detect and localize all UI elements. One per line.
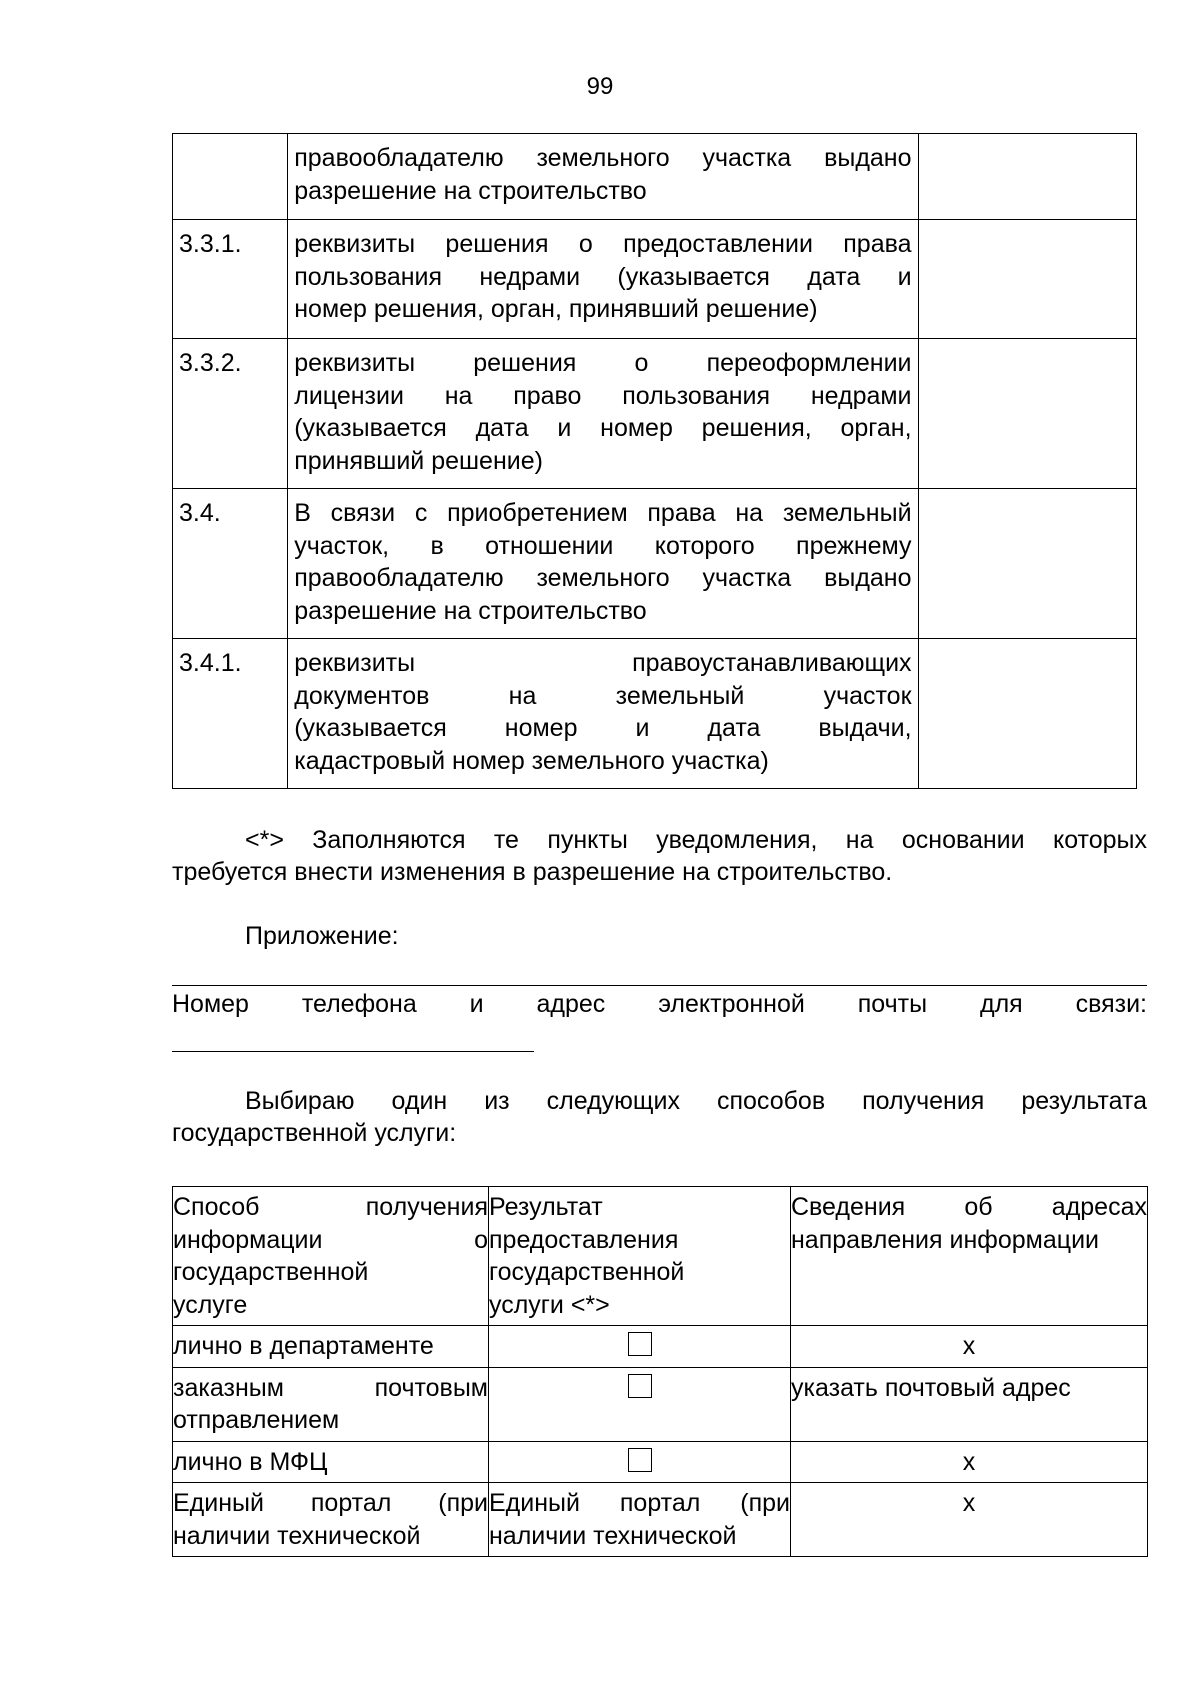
address-info: х [791,1441,1148,1483]
method-table-header [173,1187,1148,1326]
result-cell-line: Единый портал (при [489,1489,790,1517]
attachment-label [172,920,1147,952]
item-number: 3.4.1. [173,639,288,789]
result-checkbox[interactable] [628,1374,652,1398]
item-description-line: разрешение на строительство [294,596,647,625]
item-description-line: реквизиты решения о переоформлении [294,349,912,377]
header-result-line: Результат [489,1193,603,1221]
items-table-row [173,489,1137,639]
contact-label [172,988,1147,1020]
footnote-line-2: требуется внести изменения в разрешение на строительство. [172,858,893,886]
item-description [288,339,918,489]
header-method-line: Способ получения [173,1193,488,1221]
footnote [172,824,1147,888]
header-method-line: государственной [173,1258,369,1286]
item-description [288,134,918,220]
method-name-line: лично в департаменте [173,1332,434,1360]
method-name [173,1483,489,1557]
footnote-line-1: <*> Заполняются те пункты уведомления, на основании которых [245,826,1147,854]
result-cell [489,1367,791,1441]
item-number: 3.3.1. [173,220,288,339]
attachment-label-text: Приложение: [245,922,399,950]
item-description [288,220,918,339]
header-method [173,1187,489,1326]
method-row [173,1483,1148,1557]
header-result [489,1187,791,1326]
result-checkbox[interactable] [628,1448,652,1472]
item-description-line: правообладателю земельного участка выдано [294,144,912,172]
item-description-line: реквизиты решения о предоставлении права [294,230,912,258]
item-number: 3.3.2. [173,339,288,489]
contact-rule [172,1051,534,1052]
item-description-line: принявший решение) [294,446,543,475]
item-value-cell[interactable] [918,489,1136,639]
header-address-info [791,1187,1148,1326]
item-value-cell[interactable] [918,339,1136,489]
items-table-row [173,639,1137,789]
choice-intro [172,1085,1147,1149]
items-table-row [173,134,1137,220]
result-cell [489,1483,791,1557]
method-row [173,1367,1148,1441]
result-cell [489,1441,791,1483]
item-description-line: участок, в отношении которого прежнему [294,531,912,560]
method-name-line: лично в МФЦ [173,1447,328,1476]
item-description-line: разрешение на строительство [294,176,647,205]
item-description-line: кадастровый номер земельного участка) [294,746,769,775]
item-description-line: правообладателю земельного участка выдано [294,564,912,592]
items-table [172,133,1137,789]
result-checkbox[interactable] [628,1332,652,1356]
method-name [173,1326,489,1368]
item-description [288,489,918,639]
method-row [173,1326,1148,1368]
item-description-line: реквизиты правоустанавливающих [294,649,912,677]
page-number: 99 [586,73,614,100]
address-info: х [791,1483,1148,1557]
item-description-line: лицензии на право пользования недрами [294,381,912,410]
item-description-line: документов на земельный участок [294,681,912,710]
item-description-line: (указывается дата и номер решения, орган, [294,414,912,442]
method-name-line: отправлением [173,1406,340,1434]
method-name-line: наличии технической [173,1521,421,1550]
method-name-line: заказным почтовым [173,1373,488,1402]
method-row [173,1441,1148,1483]
item-description-line: номер решения, орган, принявший решение) [294,295,818,323]
method-table [172,1186,1148,1557]
items-table-row [173,220,1137,339]
result-cell [489,1326,791,1368]
method-name [173,1367,489,1441]
address-info: х [791,1326,1148,1368]
item-number [173,134,288,220]
contact-label-text: Номер телефона и адрес электронной почты для связи: [172,990,1147,1018]
item-number: 3.4. [173,489,288,639]
item-value-cell[interactable] [918,220,1136,339]
choice-intro-line-2: государственной услуги: [172,1119,457,1147]
header-result-line: государственной [489,1258,685,1286]
method-name-line: Единый портал (при [173,1489,488,1517]
header-result-line: предоставления [489,1225,679,1254]
header-address-info-line: направления информации [791,1225,1099,1254]
attachment-rule [172,985,1147,986]
item-description-line: пользования недрами (указывается дата и [294,262,912,291]
item-description-line: В связи с приобретением права на земельный [294,499,912,527]
header-address-info-line: Сведения об адресах [791,1193,1147,1221]
item-description-line: (указывается номер и дата выдачи, [294,714,912,742]
header-result-line: услуги <*> [489,1290,610,1319]
address-info: указать почтовый адрес [791,1367,1148,1441]
header-method-line: информации о [173,1225,488,1254]
item-value-cell[interactable] [918,639,1136,789]
item-value-cell[interactable] [918,134,1136,220]
result-cell-line: наличии технической [489,1521,737,1550]
choice-intro-line-1: Выбираю один из следующих способов получения результата [245,1087,1147,1115]
method-name [173,1441,489,1483]
header-method-line: услуге [173,1290,248,1319]
items-table-row [173,339,1137,489]
item-description [288,639,918,789]
